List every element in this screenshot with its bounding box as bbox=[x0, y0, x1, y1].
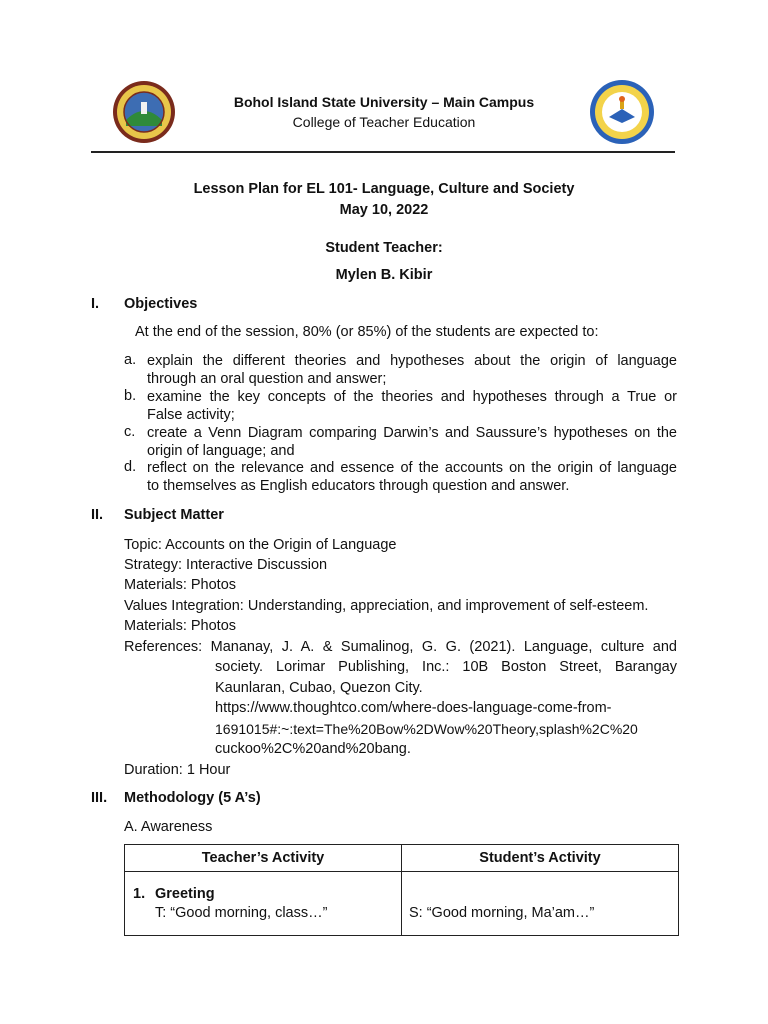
objective-item bbox=[147, 459, 677, 495]
references-line: References: Mananay, J. A. & Sumalinog, G. G. (2021). Language, culture and bbox=[124, 639, 677, 655]
teacher-greeting-line: T: “Good morning, class…” bbox=[155, 905, 328, 921]
section-number-subject-matter: II. bbox=[91, 507, 104, 523]
duration-line: Duration: 1 Hour bbox=[124, 762, 231, 778]
college-name: College of Teacher Education bbox=[292, 114, 476, 130]
materials-line: Materials: Photos bbox=[124, 577, 237, 593]
objective-item bbox=[147, 388, 677, 424]
objective-item bbox=[147, 424, 677, 460]
student-teacher-label: Student Teacher: bbox=[325, 240, 443, 256]
objective-letter: c. bbox=[124, 424, 136, 440]
university-name: Bohol Island State University – Main Campus bbox=[233, 94, 535, 110]
objective-line: create a Venn Diagram comparing Darwin’s and Saussure’s hypotheses on the bbox=[147, 425, 677, 441]
student-greeting-line: S: “Good morning, Ma’am…” bbox=[409, 905, 595, 921]
table-header-row bbox=[125, 845, 679, 872]
strategy-line: Strategy: Interactive Discussion bbox=[124, 557, 328, 573]
greeting-label: Greeting bbox=[155, 886, 215, 902]
section-title-objectives: Objectives bbox=[124, 296, 198, 312]
objectives-intro: At the end of the session, 80% (or 85%) of the students are expected to: bbox=[135, 324, 599, 340]
section-title-methodology: Methodology (5 A’s) bbox=[124, 790, 261, 806]
header-divider bbox=[91, 151, 675, 153]
reference-url-line: cuckoo%2C%20and%20bang. bbox=[215, 741, 411, 757]
section-number-objectives: I. bbox=[91, 296, 100, 312]
topic-line: Topic: Accounts on the Origin of Language bbox=[124, 537, 397, 553]
teacher-activity-cell bbox=[125, 872, 402, 936]
lesson-date: May 10, 2022 bbox=[339, 202, 429, 218]
teacher-activity-header: Teacher’s Activity bbox=[125, 845, 402, 872]
student-teacher-name: Mylen B. Kibir bbox=[335, 267, 433, 283]
objective-letter: a. bbox=[124, 352, 137, 368]
materials-line: Materials: Photos bbox=[124, 618, 237, 634]
section-number-methodology: III. bbox=[91, 790, 108, 806]
objective-item bbox=[147, 352, 677, 388]
objective-line: False activity; bbox=[147, 407, 235, 423]
section-title-subject-matter: Subject Matter bbox=[124, 507, 224, 523]
reference-url-line: https://www.thoughtco.com/where-does-language-come-from- bbox=[215, 700, 612, 716]
objective-line: examine the key concepts of the theories and hypotheses through a True or bbox=[147, 389, 677, 405]
objective-letter: d. bbox=[124, 459, 137, 475]
objective-line: to themselves as English educators through question and answer. bbox=[147, 478, 570, 494]
objective-line: origin of language; and bbox=[147, 443, 295, 459]
objective-letter: b. bbox=[124, 388, 137, 404]
greeting-number: 1. bbox=[133, 886, 146, 902]
objective-line: through an oral question and answer; bbox=[147, 371, 387, 387]
objective-line: reflect on the relevance and essence of the accounts on the origin of language bbox=[147, 460, 677, 476]
table-row bbox=[125, 872, 679, 936]
lesson-plan-title: Lesson Plan for EL 101- Language, Culture and Society bbox=[193, 181, 575, 197]
objective-line: explain the different theories and hypotheses about the origin of language bbox=[147, 353, 677, 369]
student-activity-cell bbox=[402, 872, 679, 936]
references-line: Kaunlaran, Cubao, Quezon City. bbox=[215, 680, 423, 696]
reference-url-line: 1691015#:~:text=The%20Bow%2DWow%20Theory,splash%2C%20 bbox=[215, 721, 638, 737]
awareness-heading: A. Awareness bbox=[124, 819, 213, 835]
activity-table bbox=[124, 844, 679, 936]
college-seal-logo bbox=[589, 79, 655, 145]
references-line: society. Lorimar Publishing, Inc.: 10B Boston Street, Barangay bbox=[215, 659, 677, 675]
university-seal-logo bbox=[112, 80, 176, 144]
student-activity-header: Student’s Activity bbox=[402, 845, 679, 872]
values-integration-line: Values Integration: Understanding, appreciation, and improvement of self-esteem. bbox=[124, 598, 649, 614]
